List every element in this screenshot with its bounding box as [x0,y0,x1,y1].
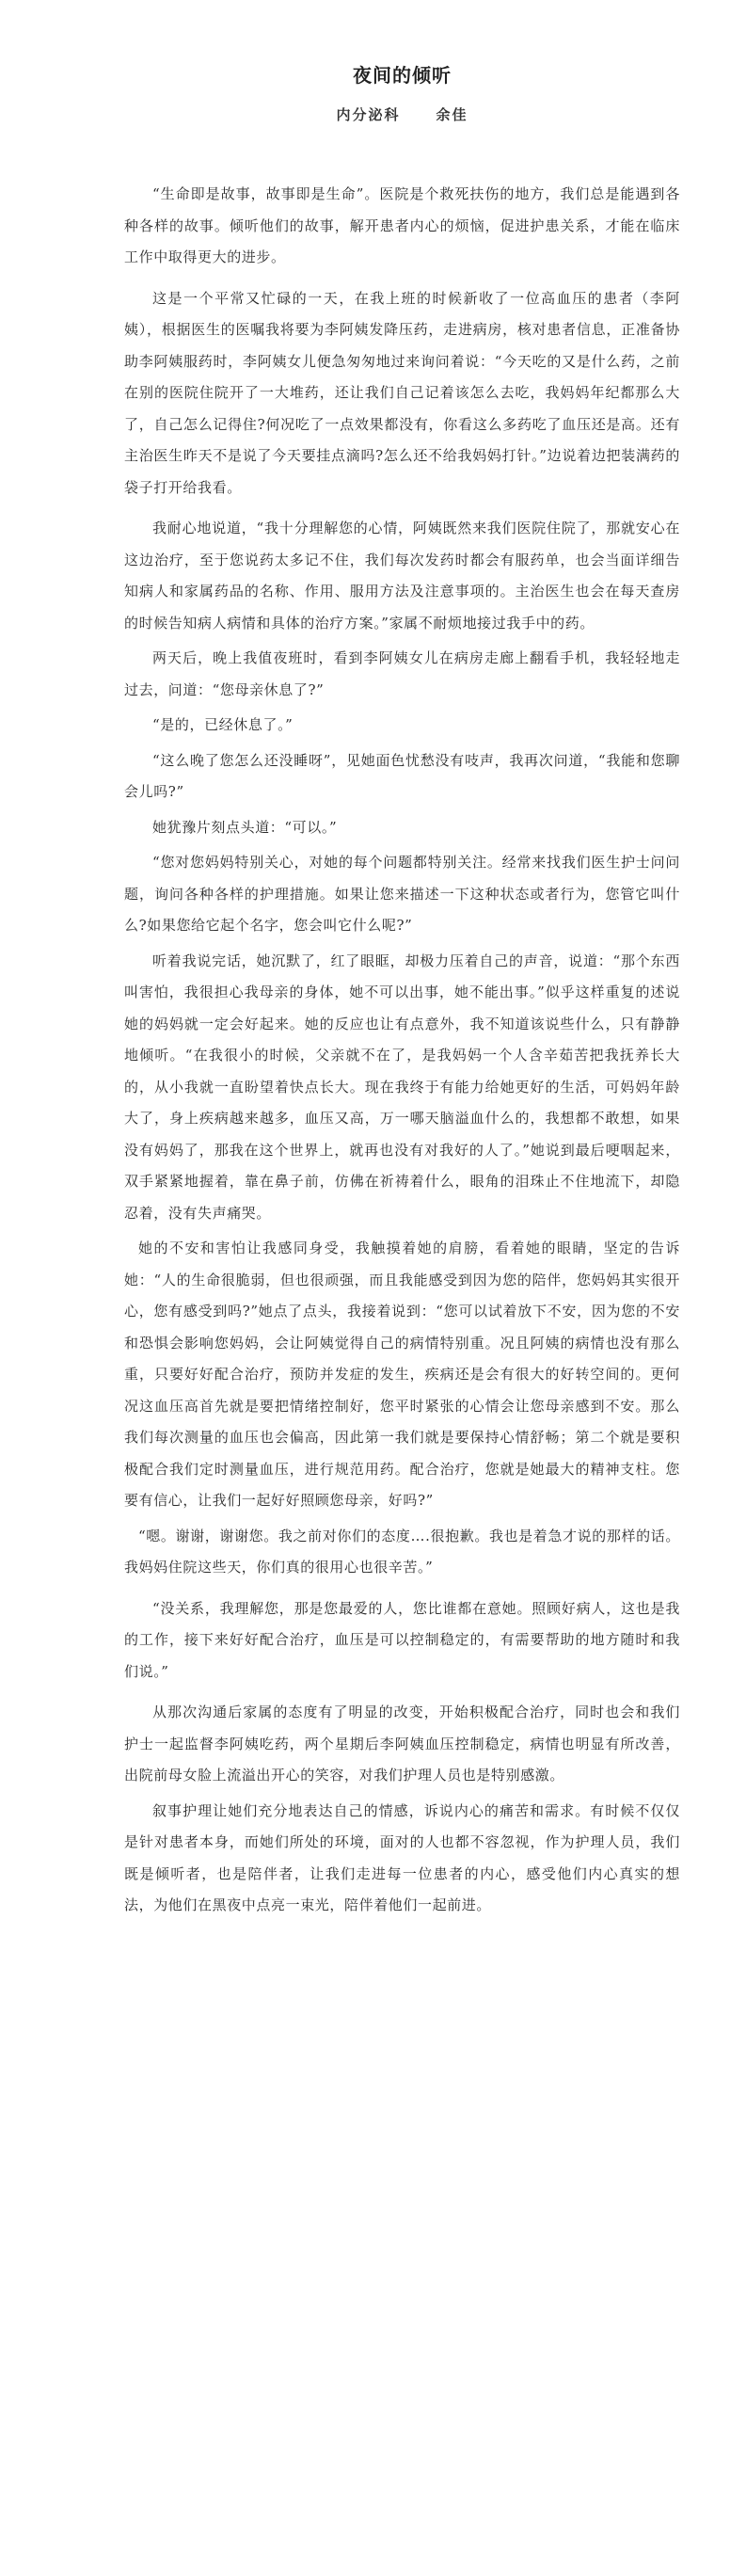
paragraph: 她的不安和害怕让我感同身受，我触摸着她的肩膀，看着她的眼睛，坚定的告诉她：“人的生命很脆弱，但也很顽强，而且我能感受到因为您的陪伴，您妈妈其实很开心，您有感受到吗?”她点了点头，我接着说到：“您可以试着放下不安，因为您的不安和恐惧会影响您妈妈，会让阿姨觉得自己的病情特别重。况且阿姨的病情也没有那么重，只要好好配合治疗，预防并发症的发生，疾病还是会有很大的好转空间的。更何况这血压高首先就是要把情绪控制好，您平时紧张的心情会让您母亲感到不安。那么我们每次测量的血压也会偏高，因此第一我们就是要保持心情舒畅；第二个就是要积极配合我们定时测量血压，进行规范用药。配合治疗，您就是她最大的精神支柱。您要有信心，让我们一起好好照顾您母亲，好吗?” [124,1240,680,1509]
paragraph: “没关系，我理解您，那是您最爱的人，您比谁都在意她。照顾好病人，这也是我的工作，接下来好好配合治疗，血压是可以控制稳定的，有需要帮助的地方随时和我们说。” [124,1599,680,1680]
paragraph: 我耐心地说道，“我十分理解您的心情，阿姨既然来我们医院住院了，那就安心在这边治疗，至于您说药太多记不住，我们每次发药时都会有服药单，也会当面详细告知病人和家属药品的名称、作用、服用方法及注意事项的。主治医生也会在每天查房的时候告知病人病情和具体的治疗方案。”家属不耐烦地接过我手中的药。 [124,520,680,632]
paragraph: “您对您妈妈特别关心，对她的每个问题都特别关注。经常来找我们医生护士问问题，询问各种各样的护理措施。如果让您来描述一下这种状态或者行为，您管它叫什么?如果您给它起个名字，您会叫它什么呢?” [124,854,680,934]
department-label: 内分泌科 [336,106,401,123]
paragraph: 两天后，晚上我值夜班时，看到李阿姨女儿在病房走廊上翻看手机，我轻轻地走过去，问道：“您母亲休息了?” [124,649,680,698]
article-body [124,179,680,1922]
paragraph: “生命即是故事，故事即是生命”。医院是个救死扶伤的地方，我们总是能遇到各种各样的故事。倾听他们的故事，解开患者内心的烦恼，促进护患关系，才能在临床工作中取得更大的进步。 [124,185,680,265]
paragraph: “这么晚了您怎么还没睡呀”，见她面色忧愁没有吱声，我再次问道，“我能和您聊会儿吗?” [124,751,680,800]
paragraph: “嗯。谢谢，谢谢您。我之前对你们的态度….很抱歉。我也是着急才说的那样的话。我妈妈住院这些天，你们真的很用心也很辛苦。” [124,1527,680,1576]
paragraph: 她犹豫片刻点头道：“可以。” [152,818,338,836]
paragraph: 这是一个平常又忙碌的一天，在我上班的时候新收了一位高血压的患者（李阿姨），根据医生的医嘱我将要为李阿姨发降压药，走进病房，核对患者信息，正准备协助李阿姨服药时，李阿姨女儿便急匆匆地过来询问着说：“今天吃的又是什么药，之前在别的医院住院开了一大堆药，还让我们自己记着该怎么去吃，我妈妈年纪都那么大了，自己怎么记得住?何况吃了一点效果都没有，你看这么多药吃了血压还是高。还有主治医生昨天不是说了今天要挂点滴吗?怎么还不给我妈妈打针。”边说着边把装满药的袋子打开给我看。 [124,289,680,496]
paragraph: “是的，已经休息了。” [152,716,294,733]
paragraph: 听着我说完话，她沉默了，红了眼眶，却极力压着自己的声音，说道：“那个东西叫害怕，我很担心我母亲的身体，她不可以出事，她不能出事。”似乎这样重复的述说她的妈妈就一定会好起来。她的反应也让有点意外，我不知道该说些什么，只有静静地倾听。“在我很小的时候，父亲就不在了，是我妈妈一个人含辛茹苦把我抚养长大的，从小我就一直盼望着快点长大。现在我终于有能力给她更好的生活，可妈妈年龄大了，身上疾病越来越多，血压又高，万一哪天脑溢血什么的，我想都不敢想，如果没有妈妈了，那我在这个世界上，就再也没有对我好的人了。”她说到最后哽咽起来，双手紧紧地握着，靠在鼻子前，仿佛在祈祷着什么，眼角的泪珠止不住地流下，却隐忍着，没有失声痛哭。 [124,952,680,1222]
paragraph: 从那次沟通后家属的态度有了明显的改变，开始积极配合治疗，同时也会和我们护士一起监督李阿姨吃药，两个星期后李阿姨血压控制稳定，病情也明显有所改善，出院前母女脸上流溢出开心的笑容，对我们护理人员也是特别感激。 [124,1704,680,1784]
author-name: 余佳 [436,106,468,123]
byline [124,104,680,124]
article-title: 夜间的倾听 [353,64,452,87]
paragraph: 叙事护理让她们充分地表达自己的情感，诉说内心的痛苦和需求。有时候不仅仅是针对患者本身，而她们所处的环境，面对的人也都不容忽视，作为护理人员，我们既是倾听者，也是陪伴者，让我们走进每一位患者的内心，感受他们内心真实的想法，为他们在黑夜中点亮一束光，陪伴着他们一起前进。 [124,1801,680,1913]
